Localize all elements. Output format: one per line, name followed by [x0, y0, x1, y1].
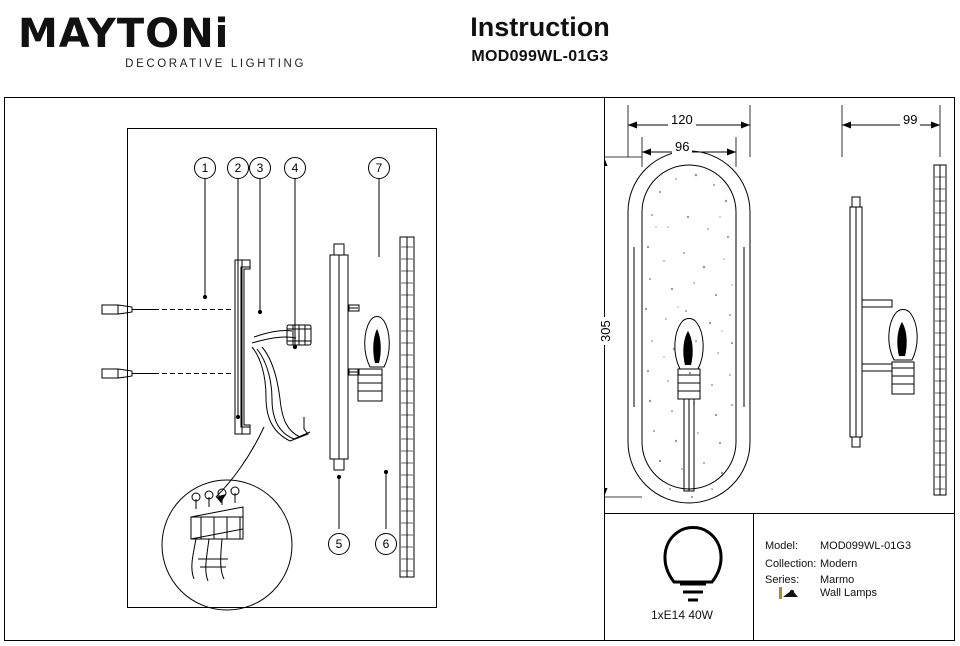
- dim-front-outer-width: 120: [668, 112, 696, 127]
- wall-lamp-icon: [778, 586, 800, 600]
- callout-1: 1: [194, 157, 216, 179]
- assembly-drawing: [4, 97, 604, 641]
- dim-side-depth: 99: [900, 112, 920, 127]
- callout-7: 7: [368, 157, 390, 179]
- info-label-collection: Collection:: [765, 558, 817, 570]
- dim-front-height: 305: [598, 317, 613, 345]
- lamp-spec: 1xE14 40W: [650, 608, 714, 622]
- info-value-model: MOD099WL-01G3: [820, 540, 912, 552]
- callout-5: 5: [328, 533, 350, 555]
- model-code: MOD099WL-01G3: [471, 48, 609, 65]
- info-value-category: Wall Lamps: [820, 587, 878, 599]
- callout-2: 2: [227, 157, 249, 179]
- callout-3: 3: [249, 157, 271, 179]
- info-value-collection: Modern: [820, 558, 858, 570]
- dim-front-inner-width: 96: [672, 139, 692, 154]
- brand-logo: [18, 12, 308, 70]
- title-block: [330, 10, 750, 66]
- bulb-icon: [640, 522, 780, 617]
- brand-name: MAYTONi: [18, 11, 230, 57]
- info-value-series: Marmo: [820, 574, 855, 586]
- brand-tagline: DECORATIVE LIGHTING: [125, 58, 306, 70]
- callout-4: 4: [284, 157, 306, 179]
- document-title: Instruction: [470, 12, 610, 42]
- callout-6: 6: [375, 533, 397, 555]
- info-label-model: Model:: [765, 540, 799, 552]
- info-label-series: Series:: [765, 574, 800, 586]
- header: [0, 0, 960, 96]
